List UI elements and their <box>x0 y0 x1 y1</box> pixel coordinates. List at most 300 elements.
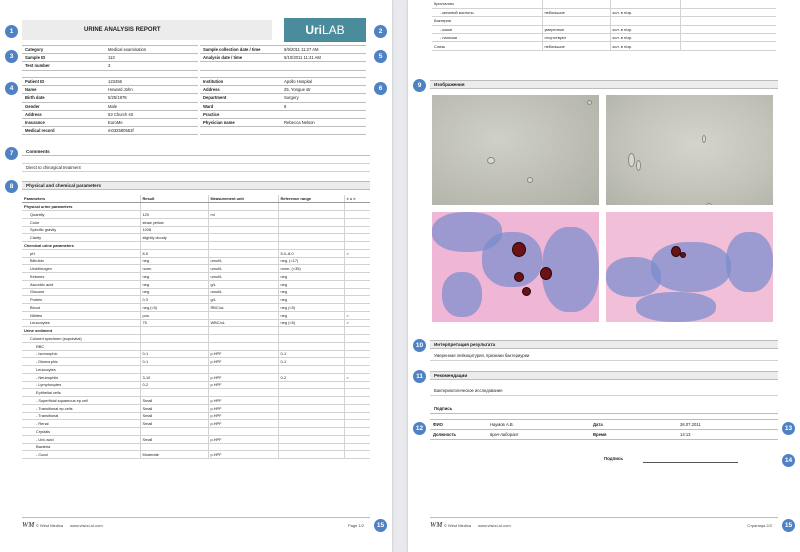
table-row <box>22 226 370 234</box>
footer-copyright-2: © West Medica <box>444 523 472 528</box>
info-row <box>22 103 198 111</box>
table-row <box>22 211 370 219</box>
table-row <box>22 327 370 335</box>
table-cell: = <box>344 373 370 381</box>
params-header-row <box>22 195 370 203</box>
info-value: 113 <box>108 55 115 61</box>
callout-badge-4: 4 <box>5 82 18 95</box>
report-title: URINE ANALYSIS REPORT <box>22 20 272 40</box>
table-row <box>22 404 370 412</box>
table-cell <box>278 443 344 451</box>
table-cell <box>680 25 776 33</box>
table-cell <box>140 389 208 397</box>
table-cell: Слизь <box>432 42 542 50</box>
info-label: Practice <box>203 111 220 117</box>
table-cell: кол. в п/зр. <box>610 42 680 50</box>
table-cell <box>344 226 370 234</box>
signature-line[interactable] <box>643 462 738 463</box>
table-cell: 5.0–8.0 <box>278 249 344 257</box>
table-cell: Moderate <box>140 451 208 459</box>
table-cell: Bacteria <box>22 443 140 451</box>
signature-position-value: врач-лаборант <box>490 432 519 437</box>
signature-name-value: Наумов А.В. <box>490 422 514 427</box>
table-cell <box>208 335 278 343</box>
info-row <box>200 62 366 70</box>
urilab-logo <box>284 18 366 42</box>
table-cell <box>610 17 680 25</box>
info-value: 6 <box>284 103 287 109</box>
table-cell <box>208 311 278 319</box>
table-cell <box>278 451 344 459</box>
info-row <box>22 119 198 127</box>
table-row <box>22 218 370 226</box>
table-cell <box>344 335 370 343</box>
info-label: Department <box>203 95 227 101</box>
info-row <box>200 54 366 62</box>
footer-page-number-2: Страница 2/2 <box>747 523 772 528</box>
table-cell: p.HPF <box>208 373 278 381</box>
table-cell: кол. в п/зр. <box>610 34 680 42</box>
table-cell: Crystals <box>22 428 140 436</box>
logo-text-uri: Uri <box>305 23 322 37</box>
table-cell: 3-10 <box>140 373 208 381</box>
table-row <box>22 288 370 296</box>
params-section-label: Physical and chemical parameters <box>22 181 370 190</box>
callout-badge-11: 11 <box>413 370 426 383</box>
info-row <box>200 94 366 102</box>
table-cell <box>278 404 344 412</box>
table-cell: Urobilinogen <box>22 265 140 273</box>
table-cell: pH <box>22 249 140 257</box>
table-row <box>22 443 370 451</box>
info-row <box>22 54 198 62</box>
table-cell <box>344 257 370 265</box>
params-header-cell: Result <box>140 195 208 203</box>
recommendations-label: Рекомендации <box>430 371 778 380</box>
info-label: Sample collection date / time <box>203 47 261 53</box>
table-cell: Бактерии <box>432 17 542 25</box>
info-row <box>22 111 198 119</box>
table-cell: straw yellow <box>140 218 208 226</box>
info-row <box>200 111 366 119</box>
params-header-cell: Reference range <box>278 195 344 203</box>
table-cell <box>278 428 344 436</box>
info-value: 6/9/2011 11:27 AM <box>284 47 319 53</box>
info-value: 123456 <box>108 79 122 85</box>
info-row <box>200 86 366 94</box>
table-cell <box>208 443 278 451</box>
signature-row-1 <box>430 420 778 430</box>
table-cell <box>344 350 370 358</box>
info-label: Gender <box>25 103 40 109</box>
table-cell <box>344 366 370 374</box>
table-cell <box>278 335 344 343</box>
table-cell: umol/L <box>208 288 278 296</box>
table-cell: - Renal <box>22 420 140 428</box>
table-cell: Physical urine parameters <box>22 203 140 211</box>
table-cell: - Dismorphic <box>22 358 140 366</box>
table-cell: 0-1 <box>140 358 208 366</box>
info-row <box>200 46 366 54</box>
table-row <box>22 350 370 358</box>
table-cell: RBC <box>22 342 140 350</box>
table-cell <box>278 203 344 211</box>
info-row <box>22 78 198 86</box>
table-cell: Color <box>22 218 140 226</box>
params-header-cell: Measurement unit <box>208 195 278 203</box>
table-cell: Epithelial cells <box>22 389 140 397</box>
table-cell: - Neutrophils <box>22 373 140 381</box>
table-row <box>22 203 370 211</box>
table-cell <box>208 234 278 242</box>
institution-info <box>200 77 366 135</box>
table-cell: Quantity <box>22 211 140 219</box>
info-label: Category <box>25 47 44 53</box>
table-cell: - Transitional <box>22 412 140 420</box>
table-cell: - палочки <box>432 34 542 42</box>
info-label: Analysis date / time <box>203 55 243 61</box>
table-cell <box>140 242 208 250</box>
table-cell: p.HPF <box>208 358 278 366</box>
callout-badge-6: 6 <box>374 82 387 95</box>
callout-badge-13: 13 <box>782 422 795 435</box>
table-cell: 75 <box>140 319 208 327</box>
signature-date-label: Дата <box>593 422 603 427</box>
signature-section-label: Подпись <box>430 404 778 414</box>
table-cell <box>278 226 344 234</box>
table-cell <box>278 435 344 443</box>
table-cell: 1028 <box>140 226 208 234</box>
table-cell: > <box>344 249 370 257</box>
footer-page-number: Page 1/2 <box>347 523 364 528</box>
table-cell <box>344 242 370 250</box>
table-row <box>22 249 370 257</box>
callout-badge-3: 3 <box>5 50 18 63</box>
table-cell <box>680 17 776 25</box>
table-cell <box>278 234 344 242</box>
table-row <box>22 342 370 350</box>
table-cell: 8.5 <box>140 249 208 257</box>
microscopy-image-1[interactable] <box>432 95 599 205</box>
info-value: m032580553f <box>108 128 134 134</box>
table-cell: p.HPF <box>208 420 278 428</box>
table-row <box>22 428 370 436</box>
table-row <box>22 311 370 319</box>
info-row <box>200 127 366 135</box>
table-row <box>432 25 776 33</box>
table-cell <box>542 0 610 8</box>
table-row <box>432 8 776 16</box>
table-cell: 0-2 <box>140 381 208 389</box>
info-row <box>22 94 198 102</box>
table-cell: Urine sediment <box>22 327 140 335</box>
table-cell: - мочевой кислоты <box>432 8 542 16</box>
table-cell: neg <box>278 311 344 319</box>
table-row <box>22 296 370 304</box>
table-cell: 120 <box>140 211 208 219</box>
table-cell <box>208 226 278 234</box>
table-row <box>22 319 370 327</box>
table-row <box>22 234 370 242</box>
table-cell: umol/L <box>208 273 278 281</box>
table-cell <box>344 443 370 451</box>
table-cell: > <box>344 319 370 327</box>
info-value: Surgery <box>284 95 299 101</box>
table-cell <box>344 234 370 242</box>
table-cell: Clarity <box>22 234 140 242</box>
table-cell: neg. <box>140 280 208 288</box>
footer-url: www.vision-sl.com <box>70 523 103 528</box>
info-row <box>200 119 366 127</box>
table-row <box>22 420 370 428</box>
signature-table <box>430 419 778 440</box>
table-cell: RBC/uL <box>208 304 278 312</box>
table-cell: neg (<5) <box>278 304 344 312</box>
table-cell <box>140 342 208 350</box>
table-cell: Protein <box>22 296 140 304</box>
case-info-left <box>22 45 198 71</box>
table-cell: p.HPF <box>208 451 278 459</box>
info-label: Address <box>203 87 220 93</box>
info-row <box>200 103 366 111</box>
callout-badge-1: 1 <box>5 25 18 38</box>
info-row <box>200 78 366 86</box>
table-cell <box>278 420 344 428</box>
info-label: Address <box>25 111 42 117</box>
info-value: 25, Yongue str <box>284 87 311 93</box>
table-cell <box>344 381 370 389</box>
west-medica-logo: WM <box>22 521 35 529</box>
info-value: 3 <box>108 63 111 69</box>
table-cell: Ketones <box>22 273 140 281</box>
table-cell <box>278 389 344 397</box>
info-value: Medical examination <box>108 47 147 53</box>
table-row <box>22 257 370 265</box>
recommendations-text: Бактериологическое исследование <box>430 386 778 396</box>
info-label: Name <box>25 87 37 93</box>
table-cell: Small <box>140 397 208 405</box>
microscopy-image-3[interactable] <box>432 212 599 322</box>
table-cell: Blood <box>22 304 140 312</box>
callout-badge-7: 7 <box>5 147 18 160</box>
table-cell: neg. <box>140 288 208 296</box>
report-page-2 <box>408 0 800 552</box>
table-cell <box>344 412 370 420</box>
table-row <box>22 273 370 281</box>
signature-name-label: ФИО <box>433 422 443 427</box>
table-cell <box>344 428 370 436</box>
table-cell: кол. в п/зр. <box>610 25 680 33</box>
crystals-table <box>432 0 776 51</box>
table-cell <box>344 211 370 219</box>
table-cell: - Lymphocytes <box>22 381 140 389</box>
table-row <box>22 381 370 389</box>
table-cell <box>680 42 776 50</box>
table-row <box>22 451 370 459</box>
images-section-label: Изображения <box>430 80 778 89</box>
table-cell <box>344 265 370 273</box>
table-row <box>432 17 776 25</box>
table-row <box>22 397 370 405</box>
table-cell: - Uric acid <box>22 435 140 443</box>
table-cell <box>344 420 370 428</box>
table-cell: кол. в п/зр. <box>610 8 680 16</box>
info-label: Sample ID <box>25 55 46 61</box>
table-cell: p.HPF <box>208 350 278 358</box>
table-cell: neg. (<17) <box>278 257 344 265</box>
table-cell: neg (<5) <box>278 319 344 327</box>
table-cell: - Cocci <box>22 451 140 459</box>
comments-label: Comments <box>22 148 370 156</box>
table-cell: - кокки <box>432 25 542 33</box>
info-value: Apollo Hospital <box>284 79 312 85</box>
signature-position-label: Должность <box>433 432 457 437</box>
microscopy-image-4[interactable] <box>606 212 773 322</box>
table-cell <box>208 428 278 436</box>
table-row <box>432 0 776 8</box>
callout-badge-9: 9 <box>413 79 426 92</box>
callout-badge-8: 8 <box>5 180 18 193</box>
table-cell <box>278 327 344 335</box>
info-value: Male <box>108 103 118 109</box>
table-row <box>22 412 370 420</box>
case-info-right <box>200 45 366 71</box>
table-row <box>432 34 776 42</box>
info-value: 53 Church str <box>108 111 134 117</box>
table-cell: Bilirubin <box>22 257 140 265</box>
table-row <box>432 42 776 50</box>
table-cell <box>208 389 278 397</box>
table-row <box>22 389 370 397</box>
table-row <box>22 280 370 288</box>
table-cell <box>140 327 208 335</box>
table-cell: neg. <box>140 273 208 281</box>
table-cell <box>140 443 208 451</box>
table-cell <box>278 211 344 219</box>
signature-row-2 <box>430 430 778 440</box>
table-cell: Small <box>140 412 208 420</box>
table-cell: neg. <box>140 257 208 265</box>
table-cell: p.HPF <box>208 397 278 405</box>
table-cell <box>344 451 370 459</box>
info-row <box>22 86 198 94</box>
table-cell <box>208 366 278 374</box>
table-cell: Nitrites <box>22 311 140 319</box>
callout-badge-10: 10 <box>413 339 426 352</box>
table-cell: ml <box>208 211 278 219</box>
table-cell <box>140 428 208 436</box>
table-cell: umol/L <box>208 257 278 265</box>
page-footer-2 <box>430 517 778 529</box>
table-cell <box>344 397 370 405</box>
table-cell: Ascorbic acid <box>22 280 140 288</box>
interpretation-label: Интерпретация результата <box>430 340 778 349</box>
info-value: 5/25/1978 <box>108 95 127 101</box>
page-footer <box>22 517 370 529</box>
params-table <box>22 195 370 459</box>
info-value: Howard John <box>108 87 133 93</box>
table-cell <box>140 335 208 343</box>
table-cell: Small <box>140 435 208 443</box>
table-cell: p.HPF <box>208 435 278 443</box>
table-cell: 0-2 <box>278 373 344 381</box>
logo-text-lab: LAB <box>321 23 345 37</box>
table-cell: Кристаллы <box>432 0 542 8</box>
callout-badge-2: 2 <box>374 25 387 38</box>
west-medica-logo-2: WM <box>430 521 443 529</box>
footer-url-2: www.vision-sl.com <box>478 523 511 528</box>
info-value: 6/10/2011 11:41 AM <box>284 55 321 61</box>
table-cell <box>208 327 278 335</box>
table-cell <box>344 404 370 412</box>
patient-info <box>22 77 198 135</box>
table-cell: neg <box>278 296 344 304</box>
comments-text: Direct to chirurgical treatment <box>22 163 370 172</box>
table-cell <box>680 0 776 8</box>
info-row <box>22 46 198 54</box>
table-row <box>22 366 370 374</box>
interpretation-text: Умеренная лейкоцитурия, признаки бактериурии <box>430 351 778 361</box>
table-cell <box>278 242 344 250</box>
table-cell: 0-1 <box>140 350 208 358</box>
signature-date-value: 26.07.2011 <box>680 422 701 427</box>
table-cell <box>344 203 370 211</box>
table-cell <box>344 280 370 288</box>
table-cell: p.HPF <box>208 381 278 389</box>
signature-time-label: Время <box>593 432 607 437</box>
table-cell: Small <box>140 420 208 428</box>
table-cell: небольшое <box>542 42 610 50</box>
table-cell: Leucocytes <box>22 366 140 374</box>
callout-badge-14: 14 <box>782 454 795 467</box>
microscopy-image-2[interactable] <box>606 95 773 205</box>
table-cell <box>278 381 344 389</box>
table-cell: g/L <box>208 296 278 304</box>
table-cell <box>208 242 278 250</box>
table-cell: Leucocytes <box>22 319 140 327</box>
report-page-1 <box>0 0 392 552</box>
table-cell <box>344 273 370 281</box>
table-cell <box>344 304 370 312</box>
table-cell <box>208 249 278 257</box>
table-cell <box>278 342 344 350</box>
table-cell: slightly cloudy <box>140 234 208 242</box>
table-cell: отсутствуют <box>542 34 610 42</box>
info-row <box>22 127 198 135</box>
table-cell: небольшое <box>542 8 610 16</box>
table-cell <box>140 366 208 374</box>
info-value: EuroMe <box>108 120 123 126</box>
table-cell <box>140 203 208 211</box>
signature-time-value: 14:13 <box>680 432 691 437</box>
table-cell: WBC/uL <box>208 319 278 327</box>
table-cell <box>344 358 370 366</box>
table-cell: 0-1 <box>278 358 344 366</box>
table-cell: neg <box>278 288 344 296</box>
table-cell <box>344 218 370 226</box>
info-row <box>22 62 198 70</box>
table-cell <box>278 397 344 405</box>
table-cell: 0.3 <box>140 296 208 304</box>
table-cell: - Superficial squamous ep.cell <box>22 397 140 405</box>
table-row <box>22 335 370 343</box>
table-cell: Chemical urine parameters <box>22 242 140 250</box>
info-label: Institution <box>203 79 224 85</box>
info-label: Medical record <box>25 128 55 134</box>
info-label: Birth date <box>25 95 45 101</box>
table-cell: Colored specimen (supravital) <box>22 335 140 343</box>
table-cell: Glucose <box>22 288 140 296</box>
